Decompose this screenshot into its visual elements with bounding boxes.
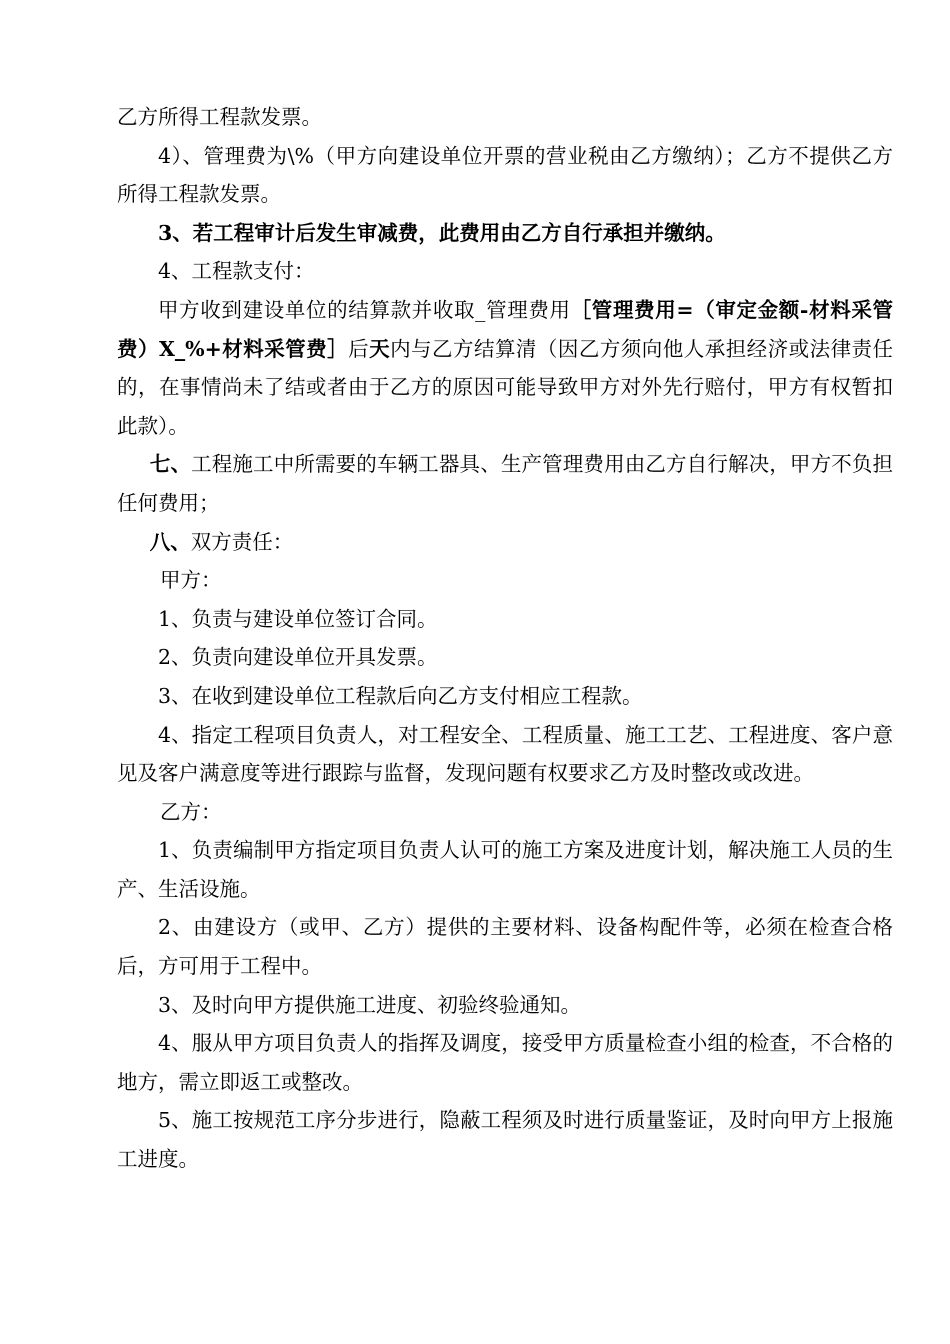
party-a-item-2: 2、负责向建设单位开具发票。 <box>158 645 438 670</box>
party-b-item-2: 2、由建设方（或甲、乙方）提供的主要材料、设备构配件等，必须在检查合格后，方可用于工程中。 <box>117 915 893 979</box>
party-b-item-5: 5、施工按规范工序分步进行，隐蔽工程须及时进行质量鉴证，及时向甲方上报施工进度。 <box>117 1108 893 1172</box>
party-b-item-4: 4、服从甲方项目负责人的指挥及调度，接受甲方质量检查小组的检查，不合格的地方，需立即返工或整改。 <box>117 1031 893 1094</box>
party-b-heading: 乙方： <box>160 799 222 824</box>
paragraph-audit-reduction: 3、若工程审计后发生审减费，此费用由乙方自行承担并缴纳。 <box>158 220 726 245</box>
paragraph-invoice-tail: 乙方所得工程款发票。 <box>117 105 322 129</box>
party-a-item-3: 3、在收到建设单位工程款后向乙方支付相应工程款。 <box>158 683 643 708</box>
payment-terms-rest: 内与乙方结算清（因乙方须向他人承担经济或法律责任的，在事情尚未了结或者由于乙方的原因可能导致甲方对外先行赔付，甲方有权暂扣此款）。 <box>117 336 894 438</box>
party-b-item-1: 1、负责编制甲方指定项目负责人认可的施工方案及进度计划，解决施工人员的生产、生活设施。 <box>117 838 893 901</box>
paragraph-payment-terms <box>117 291 893 445</box>
section-seven <box>117 445 893 522</box>
party-a-item-1: 1、负责与建设单位签订合同。 <box>158 606 438 631</box>
document-body <box>117 98 893 1179</box>
paragraph-payment-heading: 4、工程款支付： <box>158 259 315 284</box>
payment-terms-lead: 甲方收到建设单位的结算款并收取_管理费用 <box>158 297 571 322</box>
section-eight-number: 八、 <box>149 529 191 554</box>
payment-terms-after: 后 <box>348 336 370 361</box>
section-seven-text: 工程施工中所需要的车辆工器具、生产管理费用由乙方自行解决，甲方不负担任何费用； <box>117 452 894 515</box>
section-eight-text: 双方责任： <box>190 529 294 554</box>
party-b-item-3: 3、及时向甲方提供施工进度、初验终验通知。 <box>158 992 582 1017</box>
paragraph-management-fee: 4）、管理费为\%（甲方向建设单位开票的营业税由乙方缴纳）；乙方不提供乙方所得工程款发票。 <box>117 143 893 207</box>
section-seven-number: 七、 <box>149 452 192 477</box>
party-a-item-4: 4、指定工程项目负责人，对工程安全、工程质量、施工工艺、工程进度、客户意见及客户满意度等进行跟踪与监督，发现问题有权要求乙方及时整改或改进。 <box>117 722 893 786</box>
section-eight <box>117 523 893 562</box>
payment-days-label: 天 <box>369 336 391 361</box>
party-a-heading: 甲方： <box>160 568 222 593</box>
payment-fee-formula: ［管理费用=（审定金额-材料采管费）X_%+材料采管费］ <box>117 297 894 361</box>
